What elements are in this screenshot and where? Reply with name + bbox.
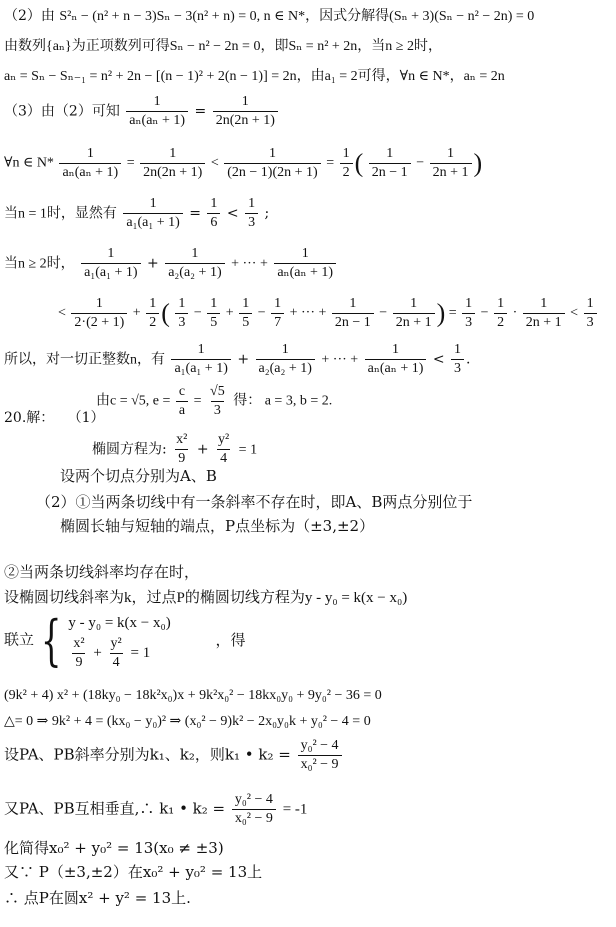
numerator: 1 bbox=[281, 342, 289, 357]
fraction bbox=[123, 196, 182, 231]
fraction bbox=[245, 196, 258, 231]
equation: = 1 bbox=[238, 442, 258, 458]
fraction bbox=[207, 296, 220, 331]
part2-line2 bbox=[4, 36, 442, 57]
brace: { bbox=[40, 608, 62, 672]
denominator: 9 bbox=[175, 449, 188, 467]
part2-text: ，因式分解得 bbox=[305, 8, 390, 24]
numerator: 1 bbox=[349, 296, 357, 311]
fraction bbox=[165, 246, 224, 281]
numerator: c bbox=[178, 384, 186, 399]
equation: aₙ = Sₙ − Sₙ₋₁ = n² + 2n − [(n − 1)² + 2(n − 1)] = 2n bbox=[4, 69, 297, 84]
text: 时， bbox=[46, 255, 75, 272]
condition: n ≥ 2 bbox=[385, 39, 414, 54]
text: 时，显然有 bbox=[46, 205, 117, 222]
paren: ( bbox=[161, 298, 170, 328]
text: 可得， bbox=[357, 68, 400, 84]
numerator: 1 bbox=[210, 296, 218, 311]
equation-system bbox=[68, 610, 170, 671]
part3-line5: < $\frac{1}{2\cdot(2 + 1)}$ + $\frac{1}{2}$ ( $\frac{1}{3}$ − $\frac{1}{5}$ + $\frac{1}{5}$ − $\frac{1}{7}$ + ··· + $\frac{1}{2n - 1}$ − $\frac{1}{2n + 1}$ ) = $\frac{1}{3}$ − $\frac{1}{2}$ · $\frac{1}{2n + 1}$ < $\frac{1}{3}$ bbox=[58, 296, 599, 331]
numerator: 1 bbox=[248, 196, 256, 211]
text: 设PA、PB斜率分别为k₁、k₂，则k₁ • k₂ = bbox=[4, 745, 291, 764]
denominator: 5 bbox=[207, 313, 220, 331]
denominator: x₀² − 9 bbox=[298, 755, 342, 773]
part2-label: （2）由 bbox=[4, 8, 55, 24]
numerator: 1 bbox=[107, 246, 115, 261]
denominator: aₙ(aₙ + 1) bbox=[59, 163, 121, 181]
denominator: 3 bbox=[211, 401, 224, 419]
text: 所以，对一切正整数 bbox=[4, 351, 130, 368]
denominator: aₙ(aₙ + 1) bbox=[365, 359, 427, 377]
fraction bbox=[274, 246, 336, 281]
equation: Sₙ = n² + 2n bbox=[288, 39, 358, 54]
part3-label: （3）由（2）可知 bbox=[4, 103, 120, 120]
quantifier: ∀n ∈ N* bbox=[4, 155, 54, 171]
fraction bbox=[365, 342, 427, 377]
fraction bbox=[126, 94, 188, 129]
numerator: 1 bbox=[95, 296, 103, 311]
fraction bbox=[430, 146, 472, 181]
fraction bbox=[215, 432, 232, 467]
denominator: (2n − 1)(2n + 1) bbox=[224, 163, 320, 181]
numerator: 1 bbox=[153, 94, 161, 109]
numerator: 1 bbox=[386, 146, 394, 161]
numerator: 1 bbox=[342, 146, 350, 161]
denominator: 3 bbox=[245, 213, 258, 231]
numerator: y² bbox=[110, 636, 122, 651]
numerator: 1 bbox=[301, 246, 309, 261]
fraction bbox=[332, 296, 374, 331]
fraction bbox=[340, 146, 353, 181]
text: ， bbox=[449, 68, 464, 84]
numerator: 1 bbox=[241, 94, 249, 109]
numerator: 1 bbox=[178, 296, 186, 311]
q20-simplified: 化简得x₀² + y₀² = 13(x₀ ≠ ±3) bbox=[4, 839, 224, 857]
denominator: a₂(a₂ + 1) bbox=[256, 359, 315, 377]
denominator: 2n(2n + 1) bbox=[213, 111, 278, 129]
variable: n bbox=[130, 352, 137, 368]
quantifier: ∀n ∈ N* bbox=[399, 69, 450, 84]
q20-case1: （2）①当两条切线中有一条斜率不存在时，即A、B两点分别位于 bbox=[36, 493, 473, 511]
fraction bbox=[207, 384, 228, 419]
text: ，得 bbox=[215, 630, 246, 649]
numerator: y₀² − 4 bbox=[300, 738, 339, 753]
q20-conclusion: ∴ 点P在圆x² + y² = 13上. bbox=[4, 889, 191, 907]
denominator: a₂(a₂ + 1) bbox=[165, 263, 224, 281]
numerator: 1 bbox=[149, 196, 157, 211]
fraction bbox=[256, 342, 315, 377]
paren: ) bbox=[473, 148, 483, 178]
condition: n = 1 bbox=[18, 206, 47, 222]
denominator: a₁(a₁ + 1) bbox=[171, 359, 230, 377]
fraction bbox=[523, 296, 565, 331]
fraction bbox=[213, 94, 278, 129]
numerator: 1 bbox=[169, 146, 177, 161]
numerator: x² bbox=[73, 636, 85, 651]
result: aₙ = 2n bbox=[463, 69, 505, 84]
numerator: 1 bbox=[274, 296, 282, 311]
q20-perpendicular bbox=[4, 792, 307, 827]
fraction bbox=[451, 342, 464, 377]
fraction bbox=[171, 342, 230, 377]
fraction bbox=[462, 296, 475, 331]
numerator: 1 bbox=[447, 146, 455, 161]
part3-line4: 当n ≥ 2时， $\frac{1}{\text{a₁(a₁ + 1)}}$ + $\frac{1}{\text{a₂(a₂ + 1)}}$ + ··· + $\frac{1}{\text{aₙ(aₙ + 1)}}$ bbox=[4, 246, 338, 281]
numerator: y₀² − 4 bbox=[234, 792, 273, 807]
denominator: 2 bbox=[340, 163, 353, 181]
denominator: 2·(2 + 1) bbox=[71, 313, 127, 331]
part3-line3: 当n = 1时，显然有 $\frac{1}{\text{a₁(a₁ + 1)}}$ = $\frac{1}{6}$ < $\frac{1}{3}$ ; bbox=[4, 196, 270, 230]
equation: a₁ = 2 bbox=[324, 69, 358, 84]
denominator: 2n + 1 bbox=[523, 313, 565, 331]
fraction bbox=[59, 146, 121, 181]
text: 当 bbox=[4, 205, 18, 222]
numerator: x² bbox=[176, 432, 188, 447]
denominator: 2n − 1 bbox=[369, 163, 411, 181]
fraction bbox=[175, 296, 188, 331]
q20-ellipse: 椭圆方程为: $\frac{\text{x²}}{9}$ + $\frac{\text{y²}}{4}$ = 1 bbox=[92, 432, 258, 466]
numerator: 1 bbox=[242, 296, 250, 311]
fraction bbox=[108, 636, 125, 671]
text: ，即 bbox=[260, 38, 289, 54]
text: 椭圆方程为: bbox=[92, 441, 167, 458]
numerator: 1 bbox=[497, 296, 505, 311]
q20-given: 由c = √5, e = $\frac{c}{a}$ = $\frac{√5}{3}$ 得： a = 3, b = 2. bbox=[96, 384, 333, 418]
numerator: 1 bbox=[540, 296, 548, 311]
fraction bbox=[207, 196, 220, 231]
part3-line2: ∀n ∈ N* $\frac{1}{\text{aₙ(aₙ + 1)}}$ = $\frac{1}{2n(2n + 1)}$ < $\frac{1}{(2n - 1)(2n + 1)}$ = $\frac{1}{2}$ ( $\frac{1}{2n - 1}$ − $\frac{1}{2n + 1}$ ) bbox=[4, 146, 483, 180]
text: 时， bbox=[413, 38, 442, 54]
equation: 由c = √5, e = bbox=[96, 393, 171, 409]
text: 为正项数列可得 bbox=[71, 38, 170, 54]
denominator: a₁(a₁ + 1) bbox=[81, 263, 140, 281]
fraction bbox=[71, 296, 127, 331]
text: ，当 bbox=[357, 38, 386, 54]
part2-factored: (Sₙ + 3)(Sₙ − n² − 2n) = 0 bbox=[389, 9, 535, 24]
equation: Sₙ − n² − 2n = 0 bbox=[169, 39, 261, 54]
denominator: a₁(a₁ + 1) bbox=[123, 213, 182, 231]
numerator: 1 bbox=[454, 342, 462, 357]
fraction bbox=[584, 296, 597, 331]
part2-equation: S²ₙ − (n² + n − 3)Sₙ − 3(n² + n) = 0, n ∈ N* bbox=[59, 9, 306, 24]
denominator: 9 bbox=[72, 653, 85, 671]
fraction bbox=[173, 432, 190, 467]
fraction bbox=[146, 296, 159, 331]
ellipsis: + ··· + bbox=[231, 256, 268, 272]
fraction bbox=[176, 384, 188, 419]
text: 当 bbox=[4, 255, 18, 272]
denominator: 4 bbox=[110, 653, 123, 671]
denominator: 2n + 1 bbox=[393, 313, 435, 331]
denominator: 6 bbox=[207, 213, 220, 231]
denominator: 5 bbox=[239, 313, 252, 331]
numerator: 1 bbox=[197, 342, 205, 357]
fraction bbox=[224, 146, 320, 181]
part-label: （1） bbox=[67, 410, 105, 426]
fraction bbox=[140, 146, 205, 181]
text: 由数列 bbox=[4, 38, 46, 54]
q20-quadratic: (9k² + 4) x² + (18ky₀ − 18k²x₀)x + 9k²x₀² − 18kx₀y₀ + 9y₀² − 36 = 0 bbox=[4, 688, 382, 703]
text: 又PA、PB互相垂直,∴ k₁ • k₂ = bbox=[4, 799, 226, 818]
numerator: 1 bbox=[210, 196, 218, 211]
denominator: 3 bbox=[584, 313, 597, 331]
result: 得： a = 3, b = 2. bbox=[233, 393, 333, 409]
fraction bbox=[494, 296, 507, 331]
fraction bbox=[369, 146, 411, 181]
sequence: {aₙ} bbox=[46, 39, 72, 54]
system-line: y - y₀ = k(x − x₀) bbox=[68, 615, 171, 631]
denominator: 3 bbox=[175, 313, 188, 331]
denominator: 2n + 1 bbox=[430, 163, 472, 181]
numerator: 1 bbox=[191, 246, 199, 261]
fraction bbox=[232, 792, 276, 827]
numerator: √5 bbox=[210, 384, 225, 399]
equation: = -1 bbox=[282, 801, 308, 818]
paren: ) bbox=[436, 298, 446, 328]
denominator: a bbox=[176, 401, 188, 419]
question-number: 20.解： bbox=[4, 410, 55, 426]
denominator: 2 bbox=[146, 313, 159, 331]
denominator: 2n − 1 bbox=[332, 313, 374, 331]
condition: n ≥ 2 bbox=[18, 256, 47, 272]
denominator: 2n(2n + 1) bbox=[140, 163, 205, 181]
ellipsis: + ··· + bbox=[321, 352, 359, 368]
numerator: 1 bbox=[149, 296, 157, 311]
fraction bbox=[70, 636, 87, 671]
q20-case2: ②当两条切线斜率均存在时， bbox=[4, 563, 200, 581]
denominator: aₙ(aₙ + 1) bbox=[126, 111, 188, 129]
numerator: 1 bbox=[586, 296, 594, 311]
part2-line1 bbox=[4, 6, 534, 27]
ellipsis: + ··· + bbox=[289, 305, 327, 321]
denominator: 7 bbox=[271, 313, 284, 331]
text: 联立 bbox=[4, 630, 35, 649]
denominator: x₀² − 9 bbox=[232, 809, 276, 827]
q20-discriminant: △= 0 ⇒ 9k² + 4 = (kx₀ − y₀)² ⇒ (x₀² − 9)k² − 2x₀y₀k + y₀² − 4 = 0 bbox=[4, 714, 371, 729]
numerator: 1 bbox=[392, 342, 399, 357]
part3-line1: （3）由（2）可知 $\frac{1}{\text{aₙ(aₙ + 1)}}$ = $\frac{1}{2n(2n + 1)}$ bbox=[4, 94, 280, 129]
q20-tangents: 设两个切点分别为A、B bbox=[60, 467, 217, 485]
q20-check: 又∵ P（±3,±2）在x₀² + y₀² = 13上 bbox=[4, 863, 263, 881]
system-line: $\frac{\text{x²}}{9}$ + $\frac{\text{y²}}{4}$ = 1 bbox=[68, 636, 170, 671]
fraction bbox=[298, 738, 342, 773]
part2-line3 bbox=[4, 66, 505, 87]
paren: ( bbox=[354, 148, 364, 178]
q20-system bbox=[4, 610, 246, 671]
numerator: 1 bbox=[465, 296, 473, 311]
numerator: 1 bbox=[86, 146, 94, 161]
denominator: 2 bbox=[494, 313, 507, 331]
equation: = 1 bbox=[130, 644, 151, 661]
denominator: 4 bbox=[217, 449, 230, 467]
fraction bbox=[239, 296, 252, 331]
numerator: 1 bbox=[268, 146, 276, 161]
numerator: y² bbox=[218, 432, 230, 447]
fraction bbox=[81, 246, 140, 281]
q20-case1-cont: 椭圆长轴与短轴的端点，P点坐标为（±3,±2） bbox=[60, 517, 375, 535]
fraction bbox=[393, 296, 435, 331]
q20-header bbox=[4, 408, 105, 428]
text: ，由 bbox=[296, 68, 325, 84]
q20-slopes bbox=[4, 738, 344, 773]
denominator: 3 bbox=[451, 359, 464, 377]
text: ，有 bbox=[137, 351, 165, 368]
q20-tangent-line: 设椭圆切线斜率为k，过点P的椭圆切线方程为y - y₀ = k(x − x₀) bbox=[4, 590, 408, 606]
fraction bbox=[271, 296, 284, 331]
part3-line6: 所以，对一切正整数n，有 $\frac{1}{\text{a₁(a₁ + 1)}}$ + $\frac{1}{\text{a₂(a₂ + 1)}}$ + ··· + $\frac{1}{\text{aₙ(aₙ + 1)}}$ < $\frac{1}{3}$ . bbox=[4, 342, 471, 376]
denominator: aₙ(aₙ + 1) bbox=[274, 263, 336, 281]
numerator: 1 bbox=[410, 296, 418, 311]
denominator: 3 bbox=[462, 313, 475, 331]
